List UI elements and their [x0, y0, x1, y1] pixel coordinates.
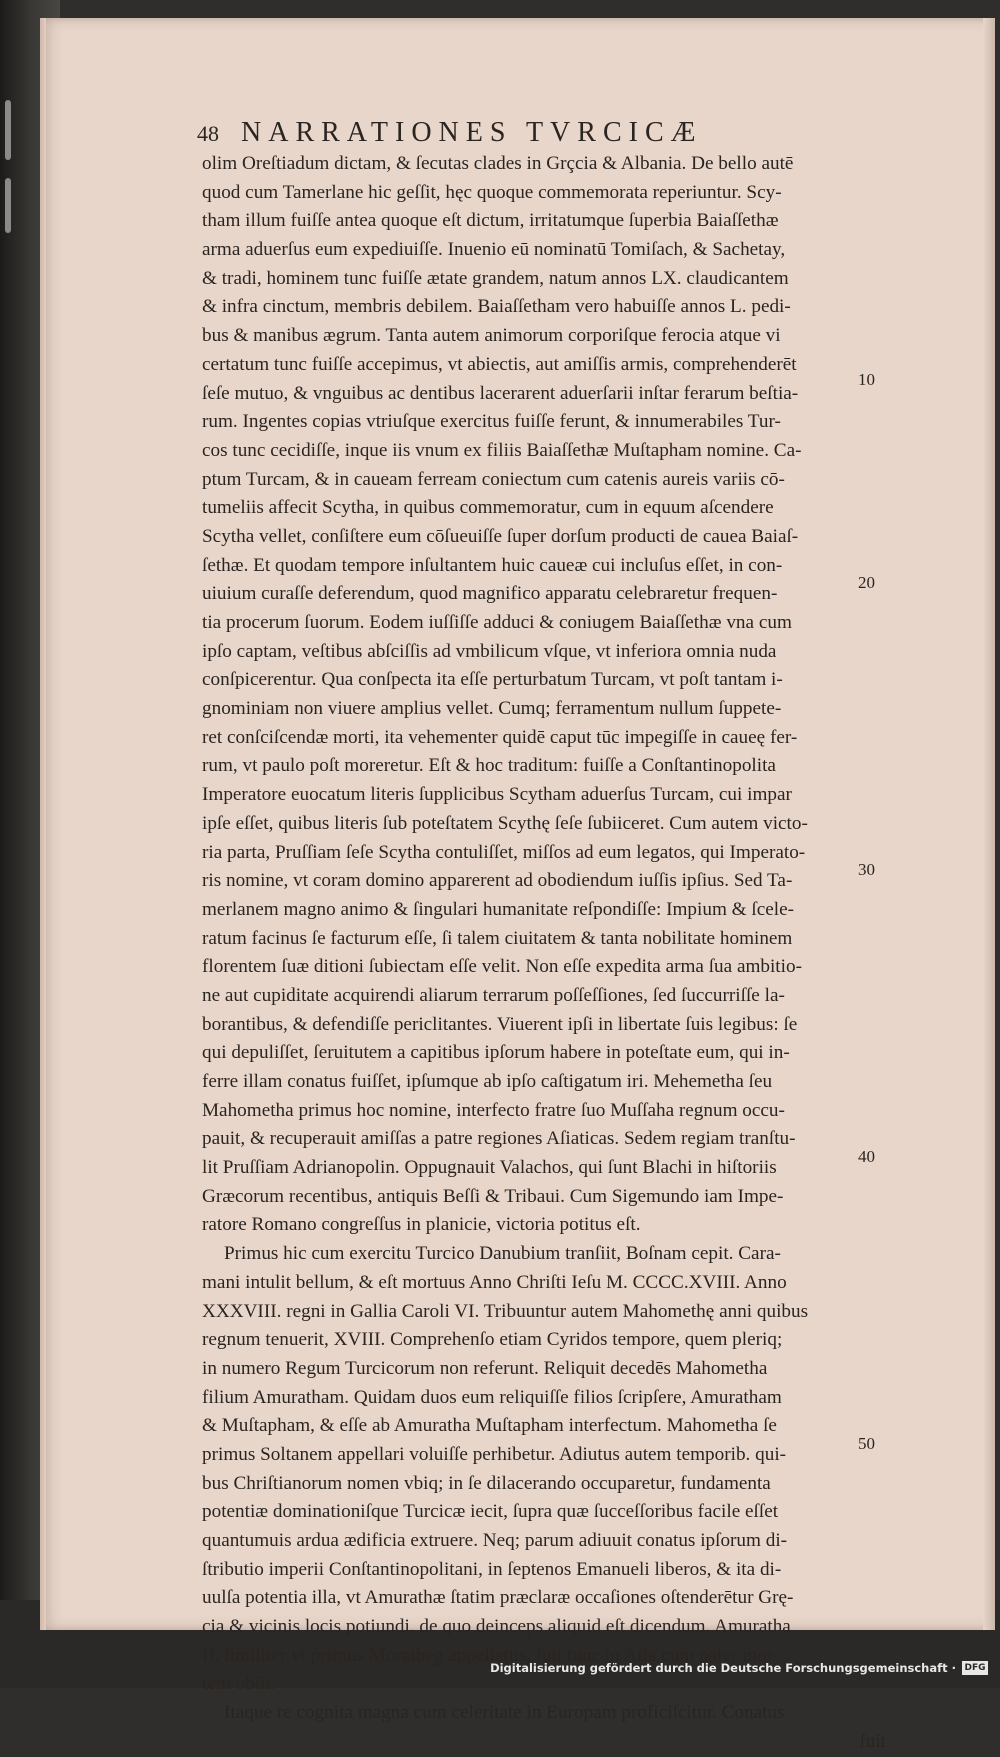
text-line: merlanem magno animo & ſingulari humanitate reſpondiſſe: Impium & ſcele-	[202, 898, 794, 920]
text-line: uulſa potentia illa, vt Amurathæ ſtatim præclaræ occaſiones oſtenderētur Grę-	[202, 1587, 794, 1609]
text-line: in numero Regum Turcicorum non referunt. Reliquit decedēs Mahometha	[202, 1357, 768, 1379]
text-line: certatum tunc fuiſſe accepimus, vt abiectis, aut amiſſis armis, comprehenderēt	[202, 353, 797, 375]
text-line: Imperatore euocatum literis ſupplicibus Scytham aduerſus Turcam, cui impar	[202, 784, 792, 806]
page-number: 48	[197, 121, 219, 146]
text-line: XXXVIII. regni in Gallia Caroli VI. Tribuuntur autem Mahomethę anni quibus	[202, 1300, 809, 1322]
text-line: lit Pruſſiam Adrianopolin. Oppugnauit Valachos, qui ſunt Blachi in hiſtoriis	[202, 1157, 777, 1179]
text-line: Græcorum recentibus, antiquis Beſſi & Tribaui. Cum Sigemundo iam Impe-	[202, 1185, 784, 1207]
text-line: ſtributio imperii Conſtantinopolitani, in ſeptenos Emanueli liberos, & ita di-	[202, 1558, 782, 1580]
spine-marks	[2, 100, 16, 260]
line-number-20: 20	[858, 573, 875, 592]
text-line: primus Soltanem appellari voluiſſe perhibetur. Adiutus autem temporib. qui-	[202, 1443, 787, 1465]
text-line: & Muſtapham, & eſſe ab Amuratha Muſtapham interfectum. Mahometha ſe	[202, 1415, 777, 1437]
page-left-edge	[40, 18, 46, 1630]
text-line: fuit	[859, 1730, 886, 1752]
text-line: olim Oreſtiadum dictam, & ſecutas clades in Grçcia & Albania. De bello autē	[202, 153, 794, 174]
text-line: tem obiit.	[202, 1673, 276, 1695]
text-line: arma aduerſus eum expediuiſſe. Inuenio eū nominatū Tomiſach, & Sachetay,	[202, 239, 786, 261]
line-number-30: 30	[858, 860, 875, 879]
text-line: quod cum Tamerlane hic geſſit, hęc quoque commemorata reperiuntur. Scy-	[202, 181, 782, 203]
text-line: borantibus, & defendiſſe periclitantes. Viuerent ipſi in libertate ſuis legibus: ſe	[202, 1013, 798, 1035]
text-line: florentem ſuæ ditioni ſubiectam eſſe velit. Non eſſe expedita arma ſua ambitio-	[202, 956, 802, 978]
text-line: tia procerum ſuorum. Eodem iuſſiſſe adduci & coniugem Baiaſſethæ vna cum	[202, 612, 792, 633]
text-line: bus Chriſtianorum nomen vbiq; in ſe dilacerando occuparetur, fundamenta	[202, 1472, 771, 1494]
text-line: ret conſciſcendæ morti, ita vehementer quidē caput tūc impegiſſe in caueę fer-	[202, 726, 798, 748]
text-line: ipſo captam, veſtibus abſciſſis ad vmbilicum vſque, vt inferiora omnia nuda	[202, 640, 777, 662]
text-line: pauit, & recuperauit amiſſas a patre regiones Aſiaticas. Sedem regiam tranſtu-	[202, 1128, 796, 1150]
digitization-footer	[490, 1661, 988, 1675]
page-right-edge	[983, 18, 995, 1630]
text-line: ne aut cupiditate acquirendi aliarum terrarum poſſeſſiones, ſed ſuccurriſſe la-	[202, 984, 785, 1006]
text-line: tumeliis affecit Scytha, in quibus commemoratur, cum in equum aſcendere	[202, 497, 774, 519]
text-line: mani intulit bellum, & eſt mortuus Anno Chriſti Ieſu M. CCCC.XVIII. Anno	[202, 1271, 787, 1293]
footer-credit: Digitalisierung gefördert durch die Deutsche Forschungsgemeinschaft ·	[490, 1661, 956, 1675]
text-line: Itaque re cognita magna cum celeritate in Europam proficiſcitur. Conatus	[224, 1702, 785, 1724]
line-number-10: 10	[858, 370, 875, 389]
body-text	[202, 150, 892, 1757]
text-line: conſpicerentur. Qua conſpecta ita eſſe perturbatum Turcam, vt poſt tantam i-	[202, 669, 783, 691]
text-line: ptum Turcam, & in caueam ferream coniectum cum catenis aureis variis cō-	[202, 468, 785, 490]
text-line: quantumuis ardua ædificia extruere. Neq; parum adiuuit conatus ipſorum di-	[202, 1530, 788, 1551]
text-line: ratore Romano congreſſus in planicie, victoria potitus eſt.	[202, 1214, 641, 1236]
page-header	[197, 117, 703, 153]
text-line: ſethæ. Et quodam tempore inſultantem huic caueæ cui incluſus eſſet, in con-	[202, 554, 783, 576]
text-line: ipſe eſſet, quibus literis ſub poteſtatem Scythę ſeſe ſubiiceret. Cum autem victo-	[202, 812, 808, 834]
text-line: ratum facinus ſe facturum eſſe, ſi talem ciuitatem & tanta nobilitate hominem	[202, 927, 793, 949]
text-line: II. ſimiliter vt primus Moratbeg appellatus, fuit tunc in Aſia cum pater mor-	[202, 1644, 780, 1666]
text-line: potentiæ dominationiſque Turcicæ iecit, ſupra quæ ſucceſſoribus facile eſſet	[202, 1501, 779, 1523]
text-line: filium Amuratham. Quidam duos eum reliquiſſe filios ſcripſere, Amuratham	[202, 1386, 782, 1408]
text-line: rum, vt paulo poſt moreretur. Eſt & hoc traditum: fuiſſe a Conſtantinopolita	[202, 755, 776, 777]
line-number-40: 40	[858, 1147, 875, 1166]
text-line: Scytha vellet, conſiſtere eum cōſueuiſſe ſuper dorſum producti de cauea Baiaſ-	[202, 525, 799, 547]
text-line: ferre illam conatus fuiſſet, ipſumque ab ipſo caſtigatum iri. Mehemetha ſeu	[202, 1071, 773, 1092]
text-line: ria parta, Pruſſiam ſeſe Scytha contuliſſet, miſſos ad eum legatos, qui Imperato-	[202, 841, 806, 863]
text-line: cos tunc cecidiſſe, inque iis vnum ex filiis Baiaſſethæ Muſtapham nomine. Ca-	[202, 439, 802, 461]
text-line: gnominiam non viuere amplius vellet. Cumq; ferramentum nullum ſuppete-	[202, 698, 782, 720]
running-title: NARRATIONES TVRCICÆ	[241, 117, 703, 148]
text-line: ſeſe mutuo, & vnguibus ac dentibus lacerarent aduerſarii inſtar ferarum beſtia-	[202, 382, 799, 404]
text-line: rum. Ingentes copias vtriuſque exercitus fuiſſe ferunt, & innumerabiles Tur-	[202, 411, 781, 433]
text-line: qui depuliſſet, ſeruitutem a capitibus ipſorum habere in poteſtate eum, qui in-	[202, 1042, 790, 1064]
text-line: Primus hic cum exercitu Turcico Danubium tranſiit, Boſnam cepit. Cara-	[224, 1243, 781, 1265]
text-line: cia & vicinis locis potiundi. de quo deinceps aliquid eſt dicendum. Amuratha	[202, 1616, 791, 1638]
text-line: tham illum fuiſſe antea quoque eſt dictum, irritatumque ſuperbia Baiaſſethæ	[202, 210, 779, 232]
text-line: bus & manibus ægrum. Tanta autem animorum corporiſque ferocia atque vi	[202, 325, 781, 347]
text-line: & infra cinctum, membris debilem. Baiaſſetham vero habuiſſe annos L. pedi-	[202, 296, 791, 318]
text-line: regnum tenuerit, XVIII. Comprehenſo etiam Cyridos tempore, quem pleriq;	[202, 1329, 783, 1351]
text-line: ris nomine, vt coram domino apparerent ad obodiendum iuſſis ipſius. Sed Ta-	[202, 870, 793, 892]
text-line: & tradi, hominem tunc fuiſſe ætate grandem, natum annos LX. claudicantem	[202, 267, 789, 289]
dfg-logo: DFG	[962, 1661, 988, 1675]
text-line: Mahometha primus hoc nomine, interfecto fratre ſuo Muſſaha regnum occu-	[202, 1099, 785, 1121]
text-line: uiuium curaſſe deferendum, quod magnifico apparatu celebraretur frequen-	[202, 583, 778, 605]
line-number-50: 50	[858, 1434, 875, 1453]
